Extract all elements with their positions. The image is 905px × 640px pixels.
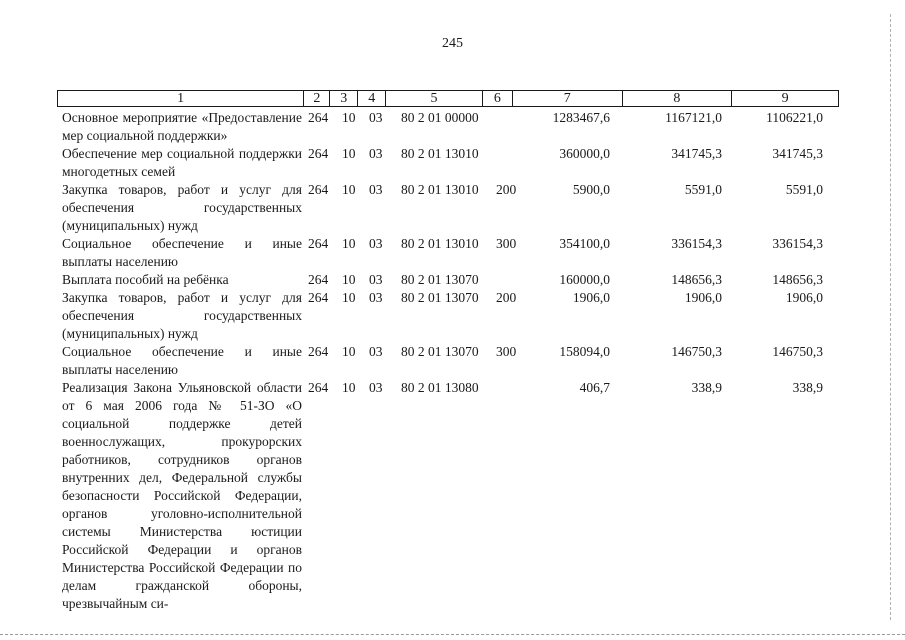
row-col-5: 80 2 01 13010 [401,182,479,197]
header-col-7: 7 [513,91,623,106]
row-col-5: 80 2 01 13070 [401,344,479,359]
row-col-8: 338,9 [691,380,722,395]
row-col-4: 03 [369,344,383,359]
row-col-2: 264 [308,110,329,125]
table-row [62,235,842,271]
row-col-5: 80 2 01 13080 [401,380,479,395]
header-col-5: 5 [386,91,483,106]
table-row [62,289,842,343]
row-col-7: 160000,0 [559,272,610,287]
row-col-5: 80 2 01 13070 [401,272,479,287]
row-col-7: 354100,0 [559,236,610,251]
row-col-3: 10 [342,236,356,251]
row-col-5: 80 2 01 13010 [401,146,479,161]
row-col-9: 338,9 [792,380,823,395]
row-col-2: 264 [308,344,329,359]
table-body [62,109,842,613]
row-col-7: 1906,0 [572,290,610,305]
row-col-4: 03 [369,236,383,251]
row-col-8: 5591,0 [684,182,722,197]
row-col-3: 10 [342,146,356,161]
row-col-9: 336154,3 [772,236,823,251]
table-row [62,379,842,613]
row-name: Основное мероприятие «Предоставление мер социальной поддержки» [62,110,302,143]
row-col-2: 264 [308,380,329,395]
row-col-9: 1906,0 [785,290,823,305]
header-col-8: 8 [623,91,733,106]
row-col-9: 146750,3 [772,344,823,359]
row-col-5: 80 2 01 00000 [401,110,479,125]
row-col-4: 03 [369,290,383,305]
row-col-2: 264 [308,146,329,161]
row-col-8: 336154,3 [671,236,722,251]
row-col-3: 10 [342,290,356,305]
row-col-8: 341745,3 [671,146,722,161]
table-row [62,145,842,181]
row-col-3: 10 [342,272,356,287]
row-col-4: 03 [369,110,383,125]
row-col-7: 360000,0 [559,146,610,161]
row-col-3: 10 [342,110,356,125]
row-col-8: 146750,3 [671,344,722,359]
row-col-7: 158094,0 [559,344,610,359]
scan-edge-bottom [0,634,905,636]
row-col-4: 03 [369,380,383,395]
row-col-9: 1106221,0 [766,110,823,125]
header-col-6: 6 [483,91,513,106]
row-col-2: 264 [308,290,329,305]
table-header [57,90,839,107]
row-col-2: 264 [308,272,329,287]
row-col-8: 148656,3 [671,272,722,287]
table-row [62,343,842,379]
table-row [62,109,842,145]
row-col-6: 300 [496,236,517,251]
row-name: Социальное обеспечение и иные выплаты населению [62,344,302,377]
row-col-8: 1167121,0 [665,110,722,125]
row-col-3: 10 [342,380,356,395]
row-col-7: 1283467,6 [552,110,610,125]
row-col-4: 03 [369,146,383,161]
scan-edge-right [890,14,892,620]
row-col-2: 264 [308,182,329,197]
header-col-1: 1 [58,91,304,106]
row-col-7: 406,7 [579,380,610,395]
row-col-7: 5900,0 [572,182,610,197]
table-row [62,181,842,235]
row-col-8: 1906,0 [684,290,722,305]
row-col-6: 200 [496,182,517,197]
row-name: Закупка товаров, работ и услуг для обеспечения государственных (муниципальных) нужд [62,182,302,233]
row-col-6: 300 [496,344,517,359]
header-col-9: 9 [781,91,789,106]
row-col-6: 200 [496,290,517,305]
header-col-2: 2 [304,91,330,106]
row-col-3: 10 [342,182,356,197]
row-col-4: 03 [369,272,383,287]
row-name: Выплата пособий на ребёнка [62,272,229,287]
table-row [62,271,842,289]
row-col-9: 5591,0 [785,182,823,197]
header-col-3: 3 [330,91,358,106]
row-name: Реализация Закона Ульяновской области от 6 мая 2006 года № 51-ЗО «О социальной поддержке детей военнослужащих, прокурорских работников, сотрудников органов внутренних дел, Федеральной службы безопасности Российской Федерации, органов уголовно-исполнительной системы Министерства юстиции Российской Федерации и органов Министерства Российской Федерации по делам гражданской обороны, чрезвычайным си- [62,380,302,611]
row-col-5: 80 2 01 13070 [401,290,479,305]
row-col-9: 148656,3 [772,272,823,287]
page-number: 245 [442,36,463,51]
row-name: Закупка товаров, работ и услуг для обеспечения государственных (муниципальных) нужд [62,290,302,341]
row-name: Социальное обеспечение и иные выплаты населению [62,236,302,269]
header-col-4: 4 [358,91,386,106]
row-name: Обеспечение мер социальной поддержки многодетных семей [62,146,302,179]
row-col-9: 341745,3 [772,146,823,161]
row-col-5: 80 2 01 13010 [401,236,479,251]
row-col-2: 264 [308,236,329,251]
row-col-3: 10 [342,344,356,359]
row-col-4: 03 [369,182,383,197]
